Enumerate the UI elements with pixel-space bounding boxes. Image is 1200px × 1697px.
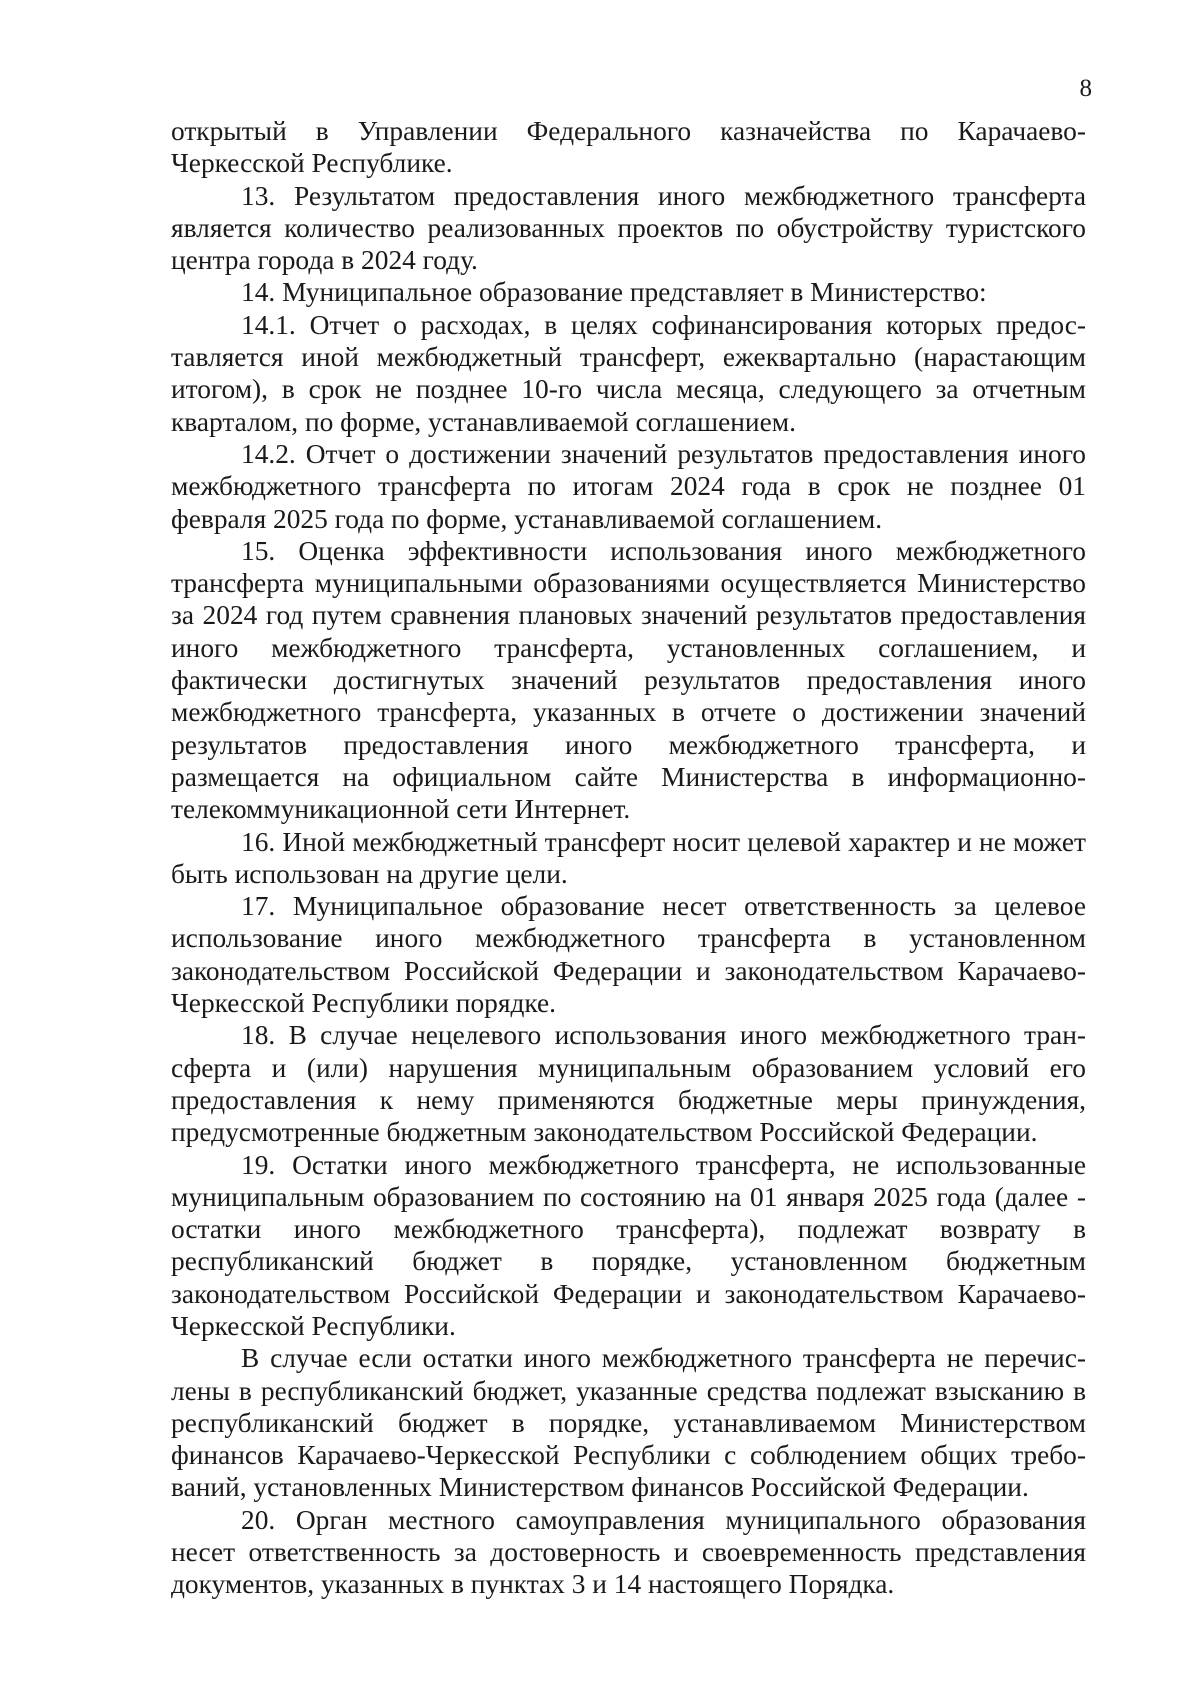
paragraph-item-15: 15. Оценка эффективности использования иного межбюджетного трансферта муниципальными образованиями осуществляется Министерство за 2024 год путем сравнения плановых значений результатов предоставления иного межбюджетного трансферта, установленных соглашением, и фактически достигнутых значений результатов предоставления иного межбюджетного трансферта, указанных в отчете о достижении значений результатов предоставления иного межбюджетного трансферта, и размещается на официальном сайте Министерства в информационно-телекоммуникационной сети Интернет. — [171, 535, 1086, 825]
paragraph-item-13: 13. Результатом предоставления иного межбюджетного трансферта является количество реализованных проектов по обустройству туристского центра города в 2024 году. — [171, 180, 1086, 276]
paragraph-item-18: 18. В случае нецелевого использования иного межбюджетного трансферта и (или) нарушения муниципальным образованием условий его предоставления к нему применяются бюджетные меры принуждения, предусмотренные бюджетным законодательством Российской Федерации. — [171, 1020, 1086, 1148]
paragraph-item-14-1: 14.1. Отчет о расходах, в целях софинансирования которых предоставляется иной межбюджетный трансферт, ежеквартально (нарастающим итогом), в срок не позднее 10-го числа месяца, следующего за отчетным кварталом, по форме, устанавливаемой соглашением. — [171, 309, 1086, 437]
document-body — [171, 115, 1086, 1601]
paragraph-item-17: 17. Муниципальное образование несет ответственность за целевое использование иного межбюджетного трансферта в установленном законодательством Российской Федерации и законодательством Карачаево-Черкесской Республики порядке. — [171, 891, 1086, 1019]
page-number: 8 — [1079, 75, 1092, 102]
paragraph-item-19-continuation: В случае если остатки иного межбюджетного трансферта не перечислены в республиканский бюджет, указанные средства подлежат взысканию в республиканский бюджет в порядке, устанавливаемом Министерством финансов Карачаево-Черкесской Республики с соблюдением общих требований, установленных Министерством финансов Российской Федерации. — [171, 1343, 1086, 1503]
paragraph-item-16: 16. Иной межбюджетный трансферт носит целевой характер и не может быть использован на другие цели. — [171, 826, 1086, 889]
paragraph-continuation: открытый в Управлении Федерального казначейства по Карачаево-Черкесской Республике. — [171, 116, 1086, 179]
paragraph-item-14-2: 14.2. Отчет о достижении значений результатов предоставления иного межбюджетного трансферта по итогам 2024 года в срок не позднее 01 февраля 2025 года по форме, устанавливаемой соглашением. — [171, 438, 1086, 534]
paragraph-item-20: 20. Орган местного самоуправления муниципального образования несет ответственность за достоверность и своевременность представления документов, указанных в пунктах 3 и 14 настоящего Порядка. — [171, 1504, 1086, 1600]
paragraph-item-14: 14. Муниципальное образование представляет в Министерство: — [241, 277, 987, 308]
paragraph-item-19: 19. Остатки иного межбюджетного трансферта, не использованные муниципальным образованием по состоянию на 01 января 2025 года (далее - остатки иного межбюджетного трансферта), подлежат возврату в республиканский бюджет в порядке, установленном бюджетным законодательством Российской Федерации и законодательством Карачаево-Черкесской Республики. — [171, 1149, 1086, 1341]
